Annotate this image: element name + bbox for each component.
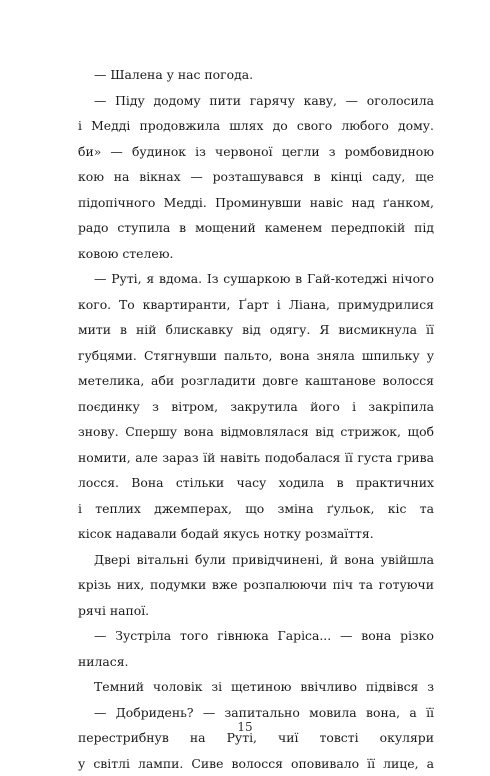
text-line: — Піду додому пити гарячу каву, — оголосила	[78, 88, 434, 114]
text-line: — Руті, я вдома. Із сушаркою в Гай-котеджі нічого	[78, 266, 434, 292]
text-line: крізь них, подумки вже розпалюючи піч та готуючи	[78, 572, 434, 598]
text-line: — Добридень? — запитально мовила вона, а її	[78, 700, 434, 726]
text-line: — Шалена у нас погода.	[78, 62, 434, 88]
text-line: кою на вікнах — розташувався в кінці саду, ще	[78, 164, 434, 190]
text-line: ковою стелею.	[78, 241, 434, 267]
text-line: підопічного Медді. Проминувши навіс над ґанком,	[78, 190, 434, 216]
body-text	[78, 62, 434, 776]
text-line: знову. Спершу вона відмовлялася від стрижок, щоб	[78, 419, 434, 445]
text-line: губцями. Стягнувши пальто, вона зняла шпильку у	[78, 343, 434, 369]
text-line: кісок надавали бодай якусь нотку розмаїття.	[78, 521, 434, 547]
page-number: 15	[0, 720, 490, 734]
text-line: рячі напої.	[78, 598, 434, 624]
text-line: Двері вітальні були привідчинені, й вона увійшла	[78, 547, 434, 573]
text-line: — Зустріла того гівнюка Гаріса... — вона різко	[78, 623, 434, 649]
text-line: Темний чоловік зі щетиною ввічливо підвівся з	[78, 674, 434, 700]
text-line: кого. То квартиранти, Ґарт і Ліана, примудрилися	[78, 292, 434, 318]
text-line: мити в ній блискавку від одягу. Я висмикнула її	[78, 317, 434, 343]
text-line: номити, але зараз їй навіть подобалася її густа грива	[78, 445, 434, 471]
text-line: у світлі лампи. Сиве волосся оповивало її лице, а	[78, 751, 434, 776]
text-line: перестрибнув на Руті, чиї товсті окуляри	[78, 725, 434, 751]
text-line: і теплих джемперах, що зміна ґульок, кіс та	[78, 496, 434, 522]
text-line: метелика, аби розгладити довге каштанове волосся	[78, 368, 434, 394]
text-line: лосся. Вона стільки часу ходила в практичних	[78, 470, 434, 496]
text-line: поєдинку з вітром, закрутила його і закріпила	[78, 394, 434, 420]
text-line: би» — будинок із червоної цегли з ромбовидною	[78, 139, 434, 165]
text-line: нилася.	[78, 649, 434, 675]
text-line: радо ступила в мощений каменем передпокій під	[78, 215, 434, 241]
text-line: і Медді продовжила шлях до свого любого дому.	[78, 113, 434, 139]
